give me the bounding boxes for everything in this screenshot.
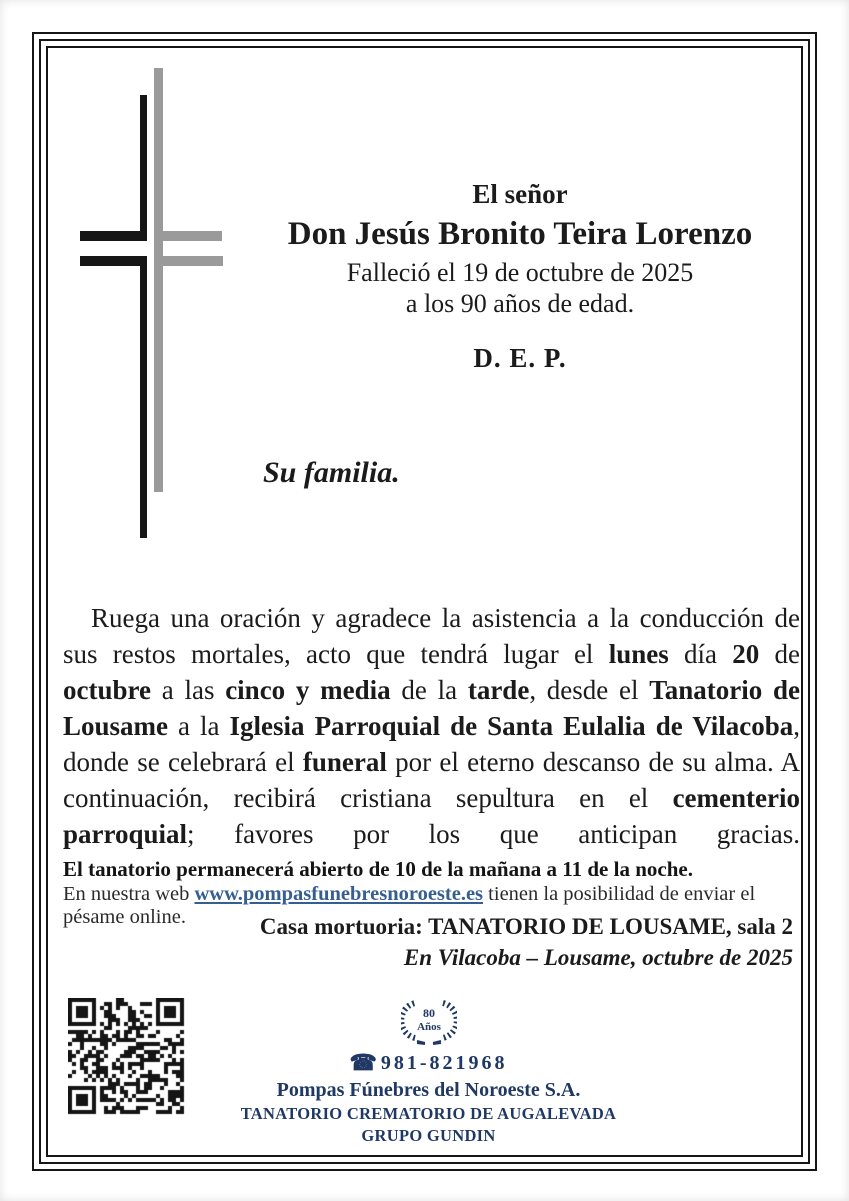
badge-years-label: Años	[416, 1021, 441, 1033]
web-line-suffix: tienen la posibilidad de enviar el pésame online.	[63, 883, 756, 928]
80-years-badge-icon	[401, 994, 457, 1048]
mortuary-block	[173, 914, 793, 971]
funeral-home-footer	[0, 994, 849, 1146]
dep-abbreviation: D. E. P.	[473, 343, 567, 374]
phone-icon: ☎	[349, 1050, 377, 1075]
group-line: GRUPO GUNDIN	[361, 1126, 496, 1145]
mortuary-house-line: Casa mortuoria: TANATORIO DE LOUSAME, sala 2	[259, 914, 793, 939]
death-date-line: Falleció el 19 de octubre de 2025	[346, 257, 694, 287]
place-date-line: En Vilacoba – Lousame, octubre de 2025	[403, 945, 793, 970]
header-block	[230, 180, 810, 374]
tanatorio-hours-line: El tanatorio permanecerá abierto de 10 de la mañana a 11 de la noche.	[63, 857, 693, 881]
crematorium-line: TANATORIO CREMATORIO DE AUGALEVADA	[240, 1104, 617, 1123]
memorial-cross-icon	[60, 60, 240, 550]
badge-years-number: 80	[422, 1006, 435, 1020]
website-link[interactable]: www.pompasfunebresnoroeste.es	[194, 883, 484, 905]
age-line: a los 90 años de edad.	[405, 288, 635, 318]
deceased-name: Don Jesús Bronito Teira Lorenzo	[287, 215, 753, 252]
phone-number: 981-821968	[380, 1052, 508, 1074]
company-name: Pompas Fúnebres del Noroeste S.A.	[276, 1079, 581, 1101]
announcement-section	[63, 600, 800, 929]
phone-line	[8, 1050, 849, 1076]
family-line: Su familia.	[263, 456, 400, 489]
honorific: El señor	[472, 179, 568, 209]
web-line-prefix: En nuestra web	[63, 883, 195, 905]
announcement-paragraph: Ruega una oración y agradece la asistencia a la conducción de sus restos mortales, acto que tendrá lugar el lunes día 20 de octubre a las cinco y media de la tarde, desde el Tanatorio de Lousame a la Iglesia Parroquial de Santa Eulalia de Vilacoba, donde se celebrará el funeral por el eterno descanso de su alma. A continuación, recibirá cristiana sepultura en el cementerio parroquial; favores por los que anticipan gracias.	[63, 603, 800, 849]
